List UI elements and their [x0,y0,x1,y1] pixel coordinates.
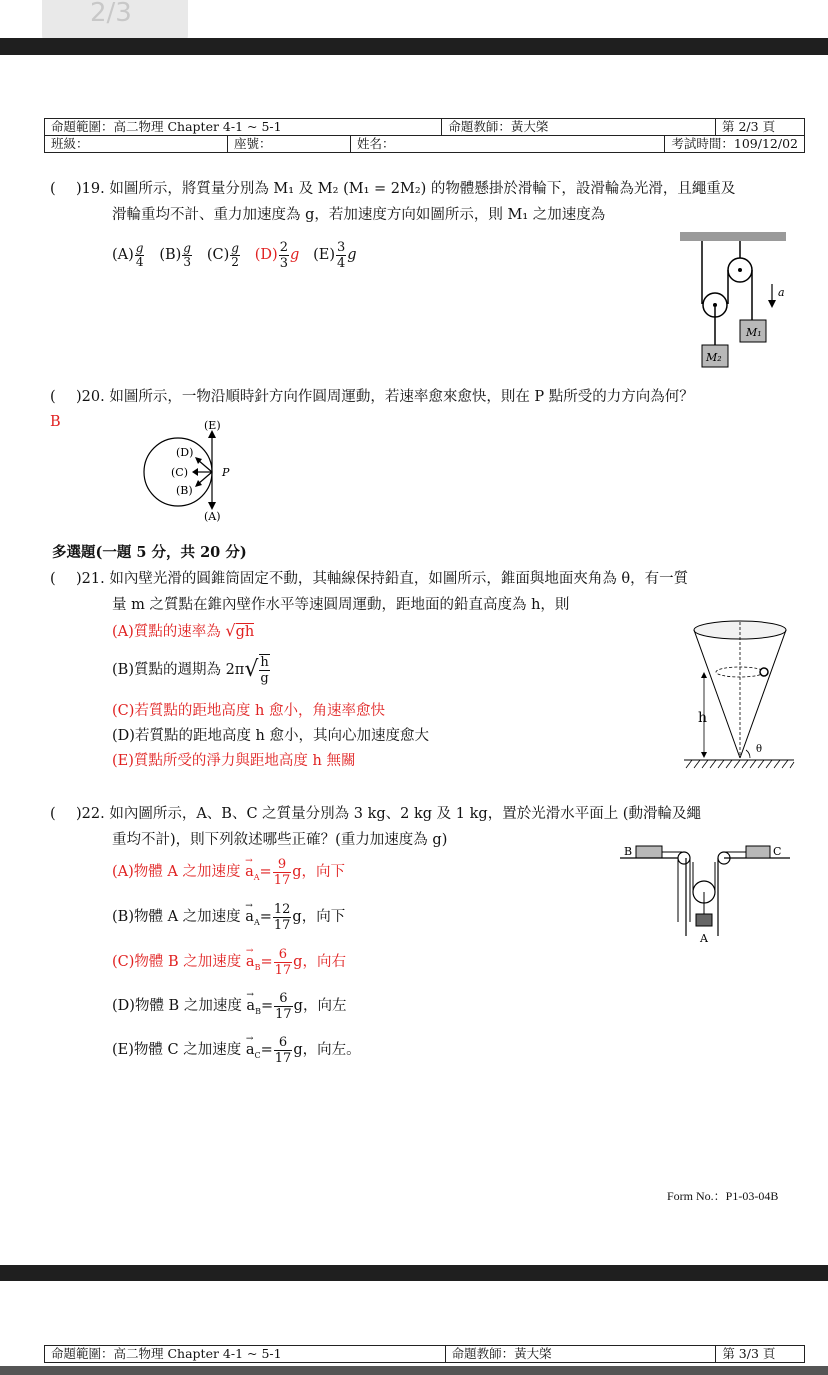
arrow-c-icon [192,468,198,476]
scrollbar-track[interactable] [0,1366,828,1375]
q22-stem-line1: )22. 如內圖所示，A、B、C 之質量分別為 3 kg、2 kg 及 1 kg，置於光滑水平面上 (動滑輪及繩 [76,806,701,822]
q19-option-e: (E) $\frac{3}{4}$ g [313,239,357,271]
ground-hatching [686,760,794,768]
svg-text:h: h [698,710,708,726]
page-divider-top [0,38,828,55]
q22-option-d: (D)物體 B 之加速度 → $a_B=$ $\frac{6}{17}$ g，向左 [112,986,346,1032]
q19-paren: ( [50,181,56,197]
class-cell: 班級： [45,136,228,153]
teacher-cell: 命題教師：黃大棨 [442,119,716,136]
q21-option-c: (C)若質點的距地高度 h 愈小，角速率愈快 [112,703,385,719]
svg-text:a: a [778,286,785,299]
q21-cone-figure [684,612,796,774]
q21-option-a: (A)質點的速率為 √gh [112,621,255,640]
q19-stem-line1: )19. 如圖所示，將質量分別為 M₁ 及 M₂ (M₁ = 2M₂) 的物體懸掛於滑輪下，設滑輪為光滑，且繩重及 [76,181,736,197]
q22-option-b: (B)物體 A 之加速度 → $a_A=$ $\frac{12}{17}$ g，向下 [112,897,345,943]
q21-option-b: (B)質點的週期為 2π√ $\frac{h}{g}$ [112,655,269,686]
q22-option-e: (E)物體 C 之加速度 → $a_C=$ $\frac{6}{17}$ g，向左。 [112,1030,361,1076]
svg-text:P: P [222,466,230,479]
q22-option-c: (C)物體 B 之加速度 → $a_B=$ $\frac{6}{17}$ g，向右 [112,942,346,988]
q21-stem-line2: 量 m 之質點在錐內壁作水平等速圓周運動，距地面的鉛直高度為 h，則 [112,597,570,613]
q22-option-a: (A)物體 A 之加速度 → $a_A=$ $\frac{9}{17}$ g，向下 [112,852,345,898]
page-divider-bottom [0,1265,828,1281]
q21-option-d: (D)若質點的距地高度 h 愈小，其向心加速度愈大 [112,728,429,744]
q19-option-a: (A) $\frac{g}{4}$ [112,240,144,269]
next-teacher-cell: 命題教師：黃大棨 [445,1346,716,1363]
q21-option-e: (E)質點所受的淨力與距地高度 h 無關 [112,753,356,769]
q20-stem: )20. 如圖所示，一物沿順時針方向作圓周運動，若速率愈來愈快，則在 P 點所受的力方向為何？ [76,389,694,405]
block-c [746,846,770,858]
acceleration-arrow-icon [768,300,776,308]
ceiling-bar [680,232,786,241]
svg-text:B: B [624,845,633,858]
block-a [696,914,712,926]
scope-cell: 命題範圍：高二物理 Chapter 4-1 ~ 5-1 [45,119,442,136]
exam-header-table [44,118,805,153]
q19-options [112,238,357,272]
svg-text:(A): (A) [204,510,221,523]
svg-text:M₁: M₁ [746,326,762,339]
svg-text:C: C [773,845,782,858]
form-number: Form No.：P1-03-04B [667,1189,779,1203]
name-cell: 姓名： [351,136,665,153]
svg-text:(D): (D) [176,446,194,459]
svg-text:θ: θ [756,744,763,755]
mass-point [760,668,768,676]
q19-option-d: (D) $\frac{2}{3}$ g [254,239,300,271]
q20-answer: B [50,414,61,430]
block-b [636,846,662,858]
date-cell: 考試時間：109/12/02 [665,136,805,153]
q19-stem-line2: 滑輪重均不計、重力加速度為 g，若加速度方向如圖所示，則 M₁ 之加速度為 [112,207,606,223]
page-indicator: 2/3 [42,0,188,45]
svg-text:(B): (B) [176,484,193,497]
q22-paren: ( [50,806,56,822]
page-cell: 第 2/3 頁 [716,119,805,136]
section-multi-choice: 多選題(一題 5 分，共 20 分) [52,544,247,561]
next-page-header-table [44,1345,805,1363]
svg-text:M₂: M₂ [706,351,722,364]
svg-text:A: A [700,932,708,945]
q22-stem-line2: 重均不計)，則下列敘述哪些正確？(重力加速度為 g) [112,832,448,848]
q19-option-b: (B) $\frac{g}{3}$ [159,240,191,269]
next-page-cell: 第 3/3 頁 [716,1346,805,1363]
arrow-a-icon [208,502,216,510]
q19-option-c: (C) $\frac{g}{2}$ [206,240,239,269]
svg-text:(C): (C) [171,466,188,479]
q21-paren: ( [50,571,56,587]
seat-cell: 座號： [228,136,351,153]
q22-pulley-figure [620,840,790,950]
left-fixed-pulley [678,852,690,864]
q20-paren: ( [50,389,56,405]
q21-stem-line1: )21. 如內壁光滑的圓錐筒固定不動，其軸線保持鉛直，如圖所示，錐面與地面夾角為 θ，有一質 [76,571,689,587]
q19-pulley-figure [676,228,796,374]
q20-circle-figure [138,418,248,524]
next-scope-cell: 命題範圍：高二物理 Chapter 4-1 ~ 5-1 [45,1346,446,1363]
svg-text:(E): (E) [204,419,221,432]
